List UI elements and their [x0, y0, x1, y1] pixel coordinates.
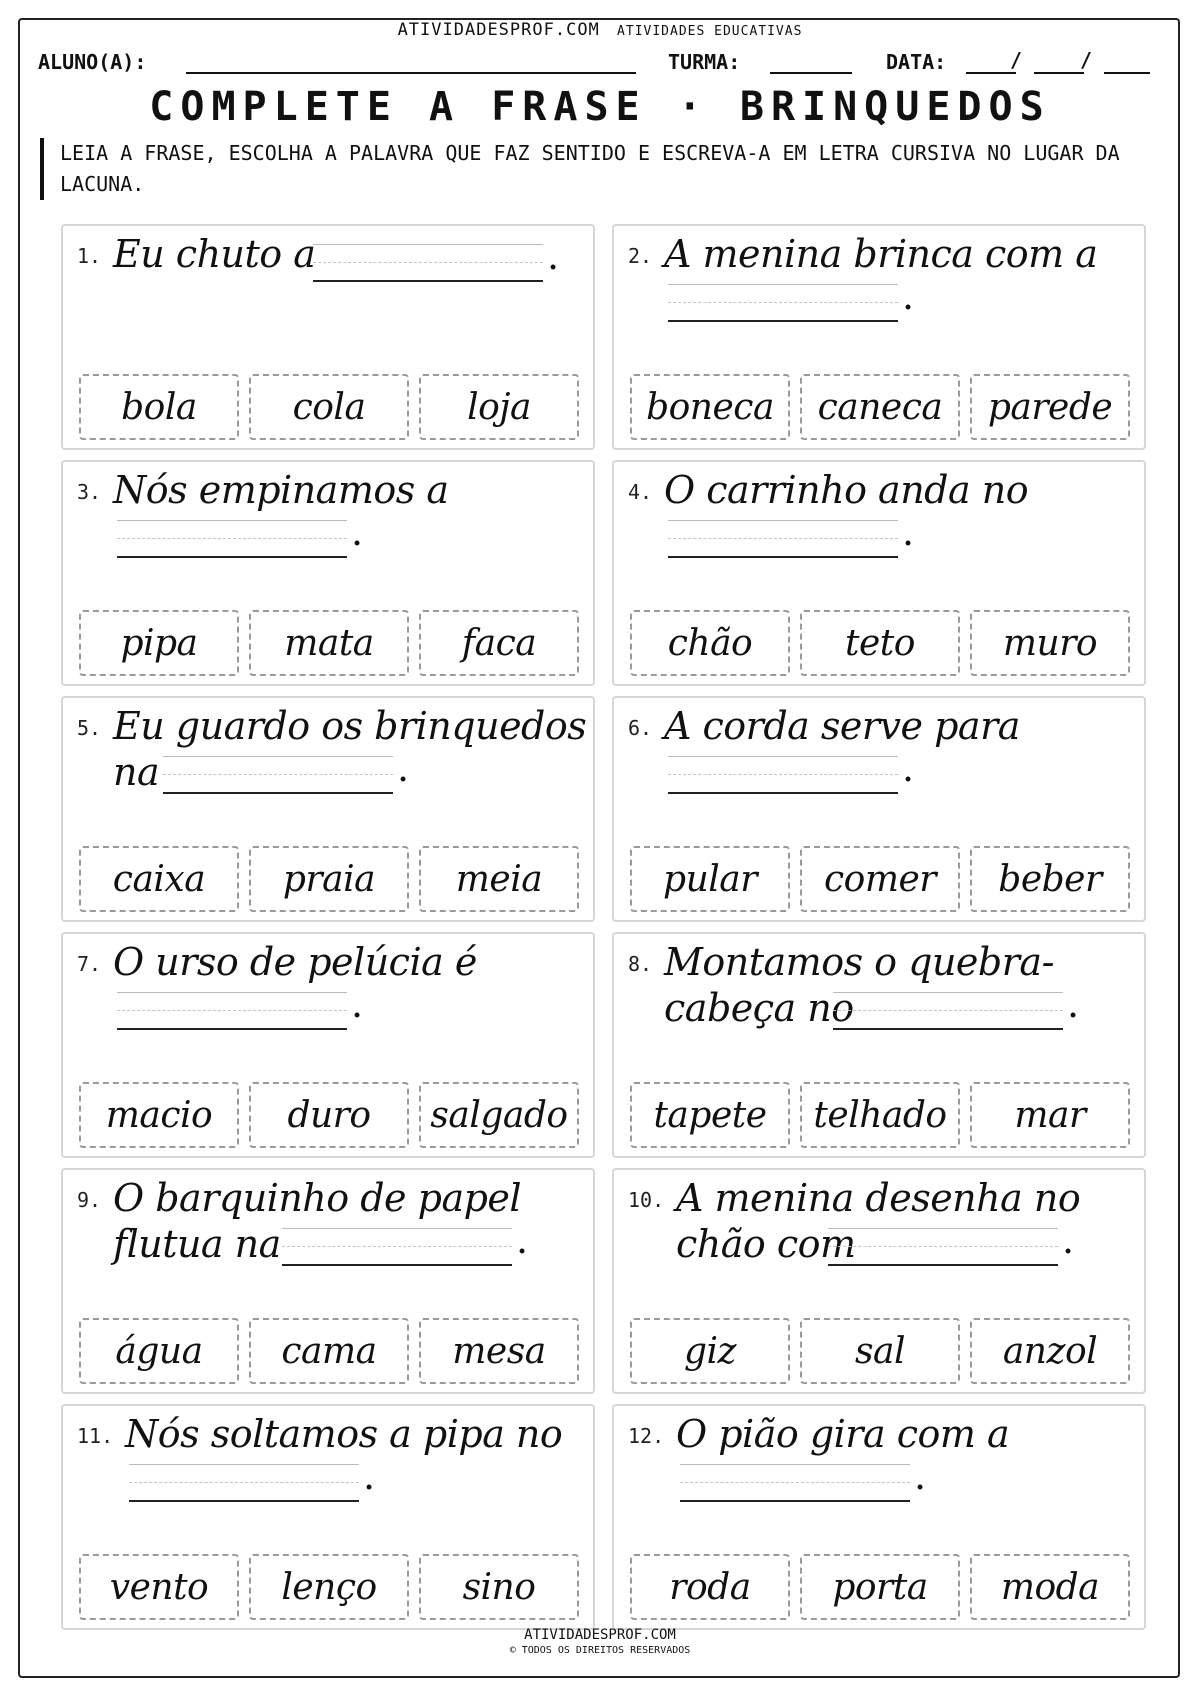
answer-blank[interactable] — [668, 754, 898, 794]
exercise-card — [61, 1168, 595, 1394]
word-option[interactable]: loja — [419, 374, 579, 440]
word-option[interactable]: macio — [79, 1082, 239, 1148]
date-year-field[interactable] — [1104, 72, 1150, 74]
word-option[interactable]: caixa — [79, 846, 239, 912]
exercise-number: 12. — [628, 1424, 665, 1448]
answer-blank[interactable] — [313, 242, 543, 282]
word-option[interactable]: sal — [800, 1318, 960, 1384]
answer-blank[interactable] — [833, 990, 1063, 1030]
word-option[interactable]: teto — [800, 610, 960, 676]
word-option[interactable]: lenço — [249, 1554, 409, 1620]
class-label: TURMA: — [668, 50, 741, 74]
word-option[interactable]: água — [79, 1318, 239, 1384]
exercise-sentence: Nós soltamos a pipa no — [125, 1412, 563, 1456]
exercise-number: 6. — [628, 716, 653, 740]
exercise-sentence: O barquinho de papel — [113, 1176, 522, 1220]
word-option[interactable]: duro — [249, 1082, 409, 1148]
sentence-period: . — [902, 510, 915, 554]
word-option[interactable]: giz — [630, 1318, 790, 1384]
sentence-period: . — [516, 1218, 529, 1262]
word-option[interactable]: cola — [249, 374, 409, 440]
exercise-number: 8. — [628, 952, 653, 976]
exercise-number: 10. — [628, 1188, 665, 1212]
word-option[interactable]: parede — [970, 374, 1130, 440]
exercise-sentence: Nós empinamos a — [113, 468, 449, 512]
worksheet-title: COMPLETE A FRASE · BRINQUEDOS — [149, 84, 1051, 130]
word-option[interactable]: salgado — [419, 1082, 579, 1148]
exercise-card — [61, 696, 595, 922]
exercise-sentence: Eu guardo os brinquedos — [113, 704, 587, 748]
exercise-sentence-continued: cabeça no — [664, 986, 854, 1030]
word-option[interactable]: cama — [249, 1318, 409, 1384]
instructions: LEIA A FRASE, ESCOLHA A PALAVRA QUE FAZ SENTIDO E ESCREVA-A EM LETRA CURSIVA NO LUGAR DA LACUNA. — [40, 138, 1120, 200]
word-option[interactable]: praia — [249, 846, 409, 912]
word-option[interactable]: sino — [419, 1554, 579, 1620]
exercise-card — [612, 932, 1146, 1158]
answer-blank[interactable] — [668, 518, 898, 558]
word-option[interactable]: roda — [630, 1554, 790, 1620]
sentence-period: . — [1062, 1218, 1075, 1262]
site-tagline: ATIVIDADES EDUCATIVAS — [617, 24, 803, 39]
word-option[interactable]: faca — [419, 610, 579, 676]
answer-blank[interactable] — [668, 282, 898, 322]
answer-blank[interactable] — [828, 1226, 1058, 1266]
site-name: ATIVIDADESPROF.COM — [397, 20, 600, 40]
word-option[interactable]: bola — [79, 374, 239, 440]
exercise-card — [612, 460, 1146, 686]
exercise-sentence-continued: chão com — [676, 1222, 856, 1266]
site-header — [0, 20, 1200, 40]
date-separator: / — [1010, 48, 1023, 72]
exercise-sentence: A menina desenha no — [676, 1176, 1081, 1220]
word-option[interactable]: vento — [79, 1554, 239, 1620]
exercise-number: 7. — [77, 952, 102, 976]
exercise-card — [61, 1404, 595, 1630]
exercise-card — [612, 1168, 1146, 1394]
sentence-period: . — [363, 1454, 376, 1498]
answer-blank[interactable] — [680, 1462, 910, 1502]
exercise-number: 1. — [77, 244, 102, 268]
word-option[interactable]: comer — [800, 846, 960, 912]
word-option[interactable]: pular — [630, 846, 790, 912]
word-option[interactable]: boneca — [630, 374, 790, 440]
word-option[interactable]: telhado — [800, 1082, 960, 1148]
footer-site: ATIVIDADESPROF.COM — [524, 1627, 676, 1643]
word-option[interactable]: mata — [249, 610, 409, 676]
student-name-field[interactable] — [186, 72, 636, 74]
word-option[interactable]: mar — [970, 1082, 1130, 1148]
word-option[interactable]: tapete — [630, 1082, 790, 1148]
exercise-number: 2. — [628, 244, 653, 268]
exercise-sentence-continued: flutua na — [113, 1222, 281, 1266]
word-option[interactable]: caneca — [800, 374, 960, 440]
date-day-field[interactable] — [966, 72, 1016, 74]
word-option[interactable]: beber — [970, 846, 1130, 912]
word-option[interactable]: chão — [630, 610, 790, 676]
word-option[interactable]: pipa — [79, 610, 239, 676]
sentence-period: . — [397, 746, 410, 790]
answer-blank[interactable] — [129, 1462, 359, 1502]
word-option[interactable]: porta — [800, 1554, 960, 1620]
exercise-card — [61, 224, 595, 450]
exercise-sentence: Eu chuto a — [113, 232, 316, 276]
sentence-period: . — [547, 234, 560, 278]
word-option[interactable]: mesa — [419, 1318, 579, 1384]
exercise-number: 5. — [77, 716, 102, 740]
word-option[interactable]: muro — [970, 610, 1130, 676]
exercise-sentence: O urso de pelúcia é — [113, 940, 477, 984]
answer-blank[interactable] — [117, 990, 347, 1030]
sentence-period: . — [914, 1454, 927, 1498]
sentence-period: . — [1067, 982, 1080, 1026]
exercise-sentence: A menina brinca com a — [664, 232, 1098, 276]
exercise-number: 3. — [77, 480, 102, 504]
footer — [0, 1627, 1200, 1656]
exercise-sentence: Montamos o quebra- — [664, 940, 1054, 984]
exercise-sentence: O carrinho anda no — [664, 468, 1029, 512]
answer-blank[interactable] — [282, 1226, 512, 1266]
exercise-sentence: O pião gira com a — [676, 1412, 1010, 1456]
exercise-number: 9. — [77, 1188, 102, 1212]
exercise-sentence: A corda serve para — [664, 704, 1020, 748]
answer-blank[interactable] — [163, 754, 393, 794]
exercise-number: 4. — [628, 480, 653, 504]
date-label: DATA: — [886, 50, 947, 74]
word-option[interactable]: anzol — [970, 1318, 1130, 1384]
exercise-card — [61, 460, 595, 686]
student-label: ALUNO(A): — [38, 50, 147, 74]
word-option[interactable]: meia — [419, 846, 579, 912]
exercise-sentence-continued: na — [113, 750, 160, 794]
answer-blank[interactable] — [117, 518, 347, 558]
exercise-card — [612, 1404, 1146, 1630]
sentence-period: . — [902, 274, 915, 318]
sentence-period: . — [351, 510, 364, 554]
date-month-field[interactable] — [1034, 72, 1084, 74]
date-separator: / — [1080, 48, 1093, 72]
footer-rights: © TODOS OS DIREITOS RESERVADOS — [509, 1645, 691, 1656]
exercise-card — [612, 224, 1146, 450]
word-option[interactable]: moda — [970, 1554, 1130, 1620]
exercise-number: 11. — [77, 1424, 114, 1448]
class-field[interactable] — [770, 72, 852, 74]
exercise-card — [61, 932, 595, 1158]
sentence-period: . — [351, 982, 364, 1026]
exercise-card — [612, 696, 1146, 922]
sentence-period: . — [902, 746, 915, 790]
